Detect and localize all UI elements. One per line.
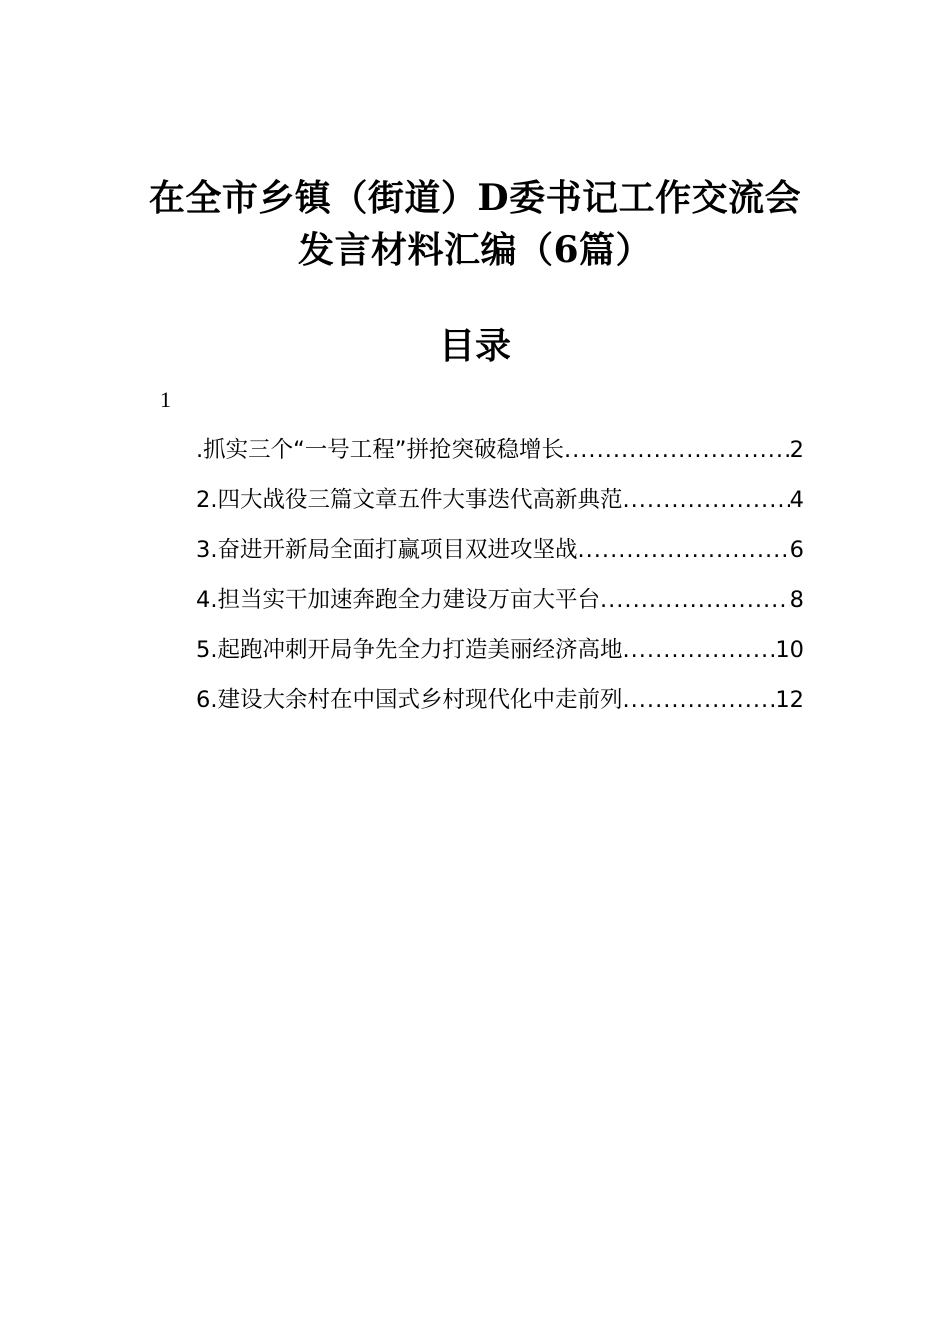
document-title-line-1: 在全市乡镇（街道）D委书记工作交流会 [148,177,802,219]
toc-dot-leader [622,678,775,722]
toc-page-number: 6 [789,537,804,563]
toc-entry-title: 4.担当实干加速奔跑全力建设万亩大平台 [196,587,600,613]
toc-entry-6[interactable] [196,678,804,728]
toc-entry-title: 5.起跑冲刺开局争先全力打造美丽经济高地 [196,637,623,663]
toc-entry-title: .抓实三个“一号工程”拼抢突破稳增长 [196,437,564,463]
stray-list-number: 1 [160,387,171,412]
toc-dot-leader [600,578,790,622]
toc-page-number: 8 [789,587,804,613]
toc-entry-2[interactable] [196,478,804,528]
toc-entry-title: 6.建设大余村在中国式乡村现代化中走前列 [196,687,623,713]
toc-entry-4[interactable] [196,578,804,628]
toc-page-number: 12 [775,687,804,713]
toc-page-number: 10 [775,637,804,663]
toc-entry-title: 2.四大战役三篇文章五件大事迭代高新典范 [196,487,623,513]
toc-dot-leader [622,628,775,672]
table-of-contents [196,428,804,728]
toc-entry-5[interactable] [196,628,804,678]
toc-dot-leader [577,528,789,572]
toc-entry-1[interactable] [196,428,804,478]
toc-entry-title: 3.奋进开新局全面打赢项目双进攻坚战 [196,537,578,563]
toc-entry-3[interactable] [196,528,804,578]
toc-heading: 目录 [438,325,511,367]
toc-dot-leader [622,478,789,522]
toc-page-number: 4 [789,487,804,513]
document-title-line-2: 发言材料汇编（6篇） [297,229,653,271]
toc-dot-leader [564,428,790,472]
toc-page-number: 2 [789,437,804,463]
